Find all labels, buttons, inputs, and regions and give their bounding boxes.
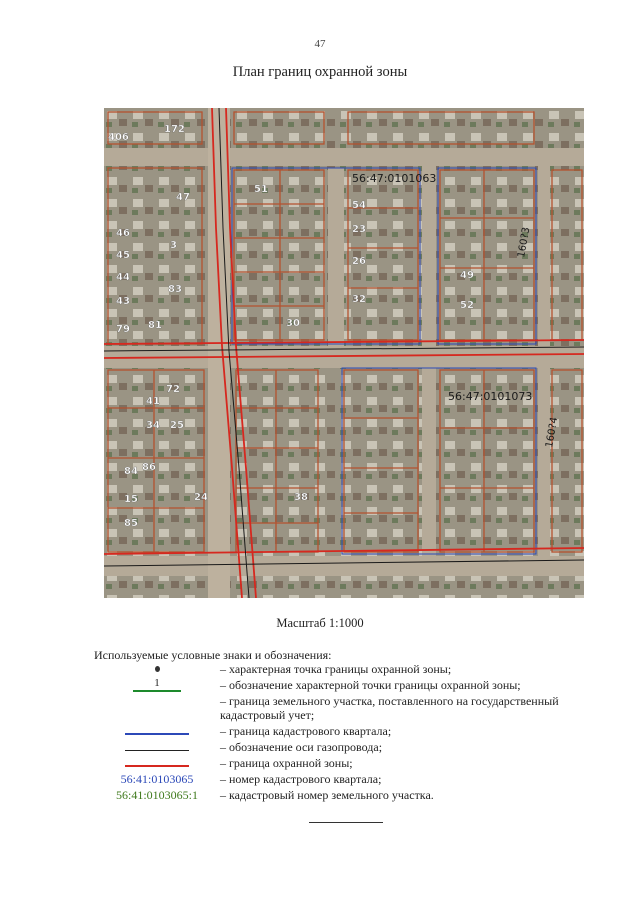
house-number: 3 bbox=[170, 240, 177, 251]
parcel-code-sample: 56:41:0103065:1 bbox=[115, 788, 198, 802]
quarter-label: 56:47:0101063 bbox=[352, 172, 437, 185]
green-line-icon bbox=[133, 690, 181, 692]
quarter-label: 160?3 bbox=[516, 226, 533, 259]
house-number: 49 bbox=[460, 270, 474, 281]
house-number: 23 bbox=[352, 224, 366, 235]
legend-row bbox=[94, 756, 614, 770]
house-number: 54 bbox=[352, 200, 366, 211]
page-number: 47 bbox=[314, 38, 326, 50]
legend-row bbox=[94, 724, 614, 738]
house-number: 52 bbox=[460, 300, 474, 311]
house-number: 38 bbox=[294, 492, 308, 503]
legend-text: – граница земельного участка, поставленного на государственный кадастровый учет; bbox=[220, 694, 559, 722]
aerial-map bbox=[104, 108, 584, 598]
quarter-label: 160?4 bbox=[544, 416, 561, 449]
house-number: 32 bbox=[352, 294, 366, 305]
legend-symbol bbox=[94, 662, 220, 676]
black-line-icon bbox=[125, 750, 189, 751]
legend-row bbox=[94, 772, 614, 786]
legend-text: – граница охранной зоны; bbox=[220, 756, 353, 770]
house-number: 72 bbox=[166, 384, 180, 395]
point-label-symbol bbox=[133, 678, 181, 692]
point-icon bbox=[155, 666, 160, 672]
legend-symbol bbox=[94, 740, 220, 754]
legend bbox=[94, 662, 614, 804]
house-number: 84 bbox=[124, 466, 138, 477]
house-number: 45 bbox=[116, 250, 130, 261]
page-title: План границ охранной зоны bbox=[232, 64, 408, 80]
house-number: 34 bbox=[146, 420, 160, 431]
house-number: 47 bbox=[176, 192, 190, 203]
quarter-label: 56:47:0101073 bbox=[448, 390, 533, 403]
legend-text: – номер кадастрового квартала; bbox=[220, 772, 382, 786]
house-number: 172 bbox=[164, 124, 185, 135]
house-number: 24 bbox=[194, 492, 208, 503]
legend-row bbox=[94, 694, 614, 722]
house-number: 81 bbox=[148, 320, 162, 331]
house-number: 41 bbox=[146, 396, 160, 407]
house-number: 25 bbox=[170, 420, 184, 431]
house-number: 30 bbox=[286, 318, 300, 329]
house-number: 51 bbox=[254, 184, 268, 195]
legend-row bbox=[94, 788, 614, 802]
legend-row bbox=[94, 662, 614, 676]
house-number: 406 bbox=[108, 132, 129, 143]
house-number: 46 bbox=[116, 228, 130, 239]
legend-row bbox=[94, 740, 614, 754]
legend-symbol bbox=[94, 694, 220, 708]
legend-heading: Используемые условные знаки и обозначения: bbox=[94, 648, 332, 662]
blue-line-icon bbox=[125, 733, 189, 735]
legend-text: – обозначение оси газопровода; bbox=[220, 740, 383, 754]
legend-text: – характерная точка границы охранной зоны; bbox=[220, 662, 452, 676]
legend-row bbox=[94, 678, 614, 692]
legend-symbol bbox=[94, 724, 220, 738]
house-number: 26 bbox=[352, 256, 366, 267]
house-number: 83 bbox=[168, 284, 182, 295]
legend-text: – кадастровый номер земельного участка. bbox=[220, 788, 434, 802]
legend-text: – граница кадастрового квартала; bbox=[220, 724, 392, 738]
house-number: 43 bbox=[116, 296, 130, 307]
legend-text: – обозначение характерной точки границы охранной зоны; bbox=[220, 678, 521, 692]
quarter-code-sample: 56:41:0103065 bbox=[120, 772, 194, 786]
red-line-icon bbox=[125, 765, 189, 767]
footer-rule bbox=[309, 822, 383, 823]
legend-symbol bbox=[94, 678, 220, 692]
map-svg bbox=[104, 108, 584, 598]
legend-symbol bbox=[94, 788, 220, 802]
house-number: 44 bbox=[116, 272, 130, 283]
legend-symbol bbox=[94, 756, 220, 770]
scale-label: Масштаб 1:1000 bbox=[276, 616, 364, 630]
house-number: 15 bbox=[124, 494, 138, 505]
point-label-number: 1 bbox=[154, 677, 160, 689]
house-number: 85 bbox=[124, 518, 138, 529]
legend-symbol bbox=[94, 772, 220, 786]
house-number: 79 bbox=[116, 324, 130, 335]
house-number: 86 bbox=[142, 462, 156, 473]
